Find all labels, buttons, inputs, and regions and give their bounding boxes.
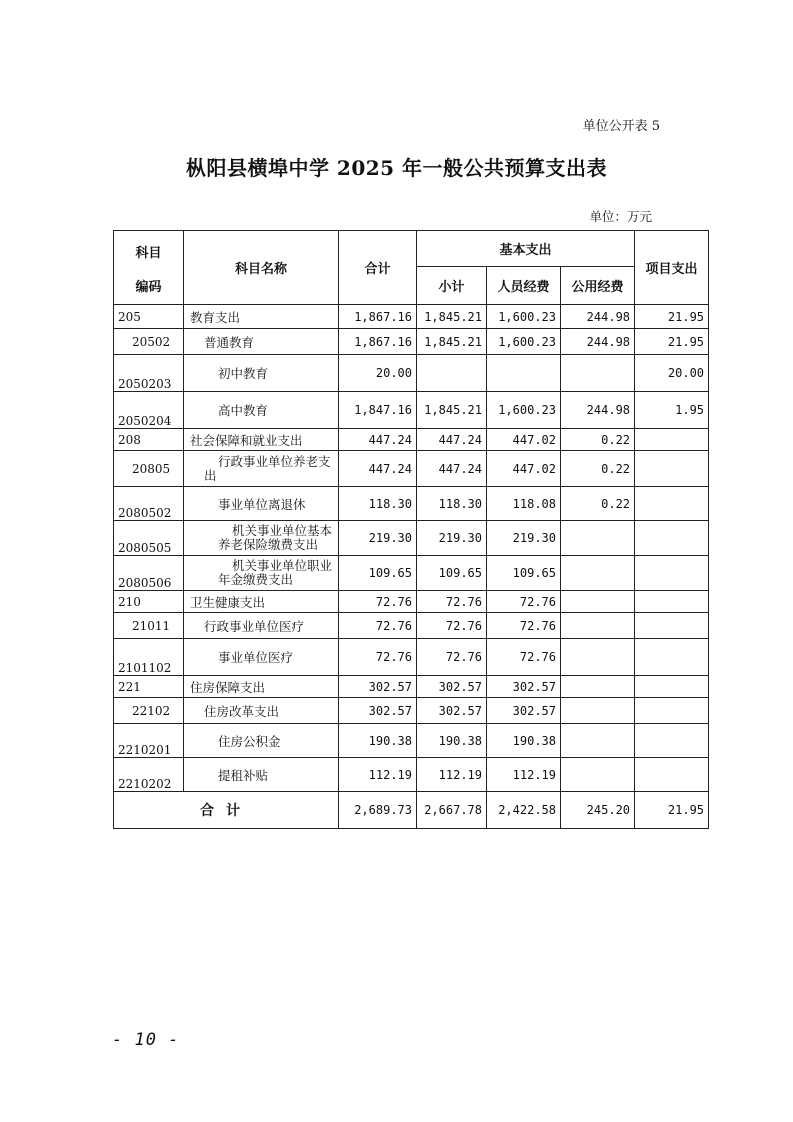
row-code: 2080505	[114, 521, 184, 556]
row-public: 0.22	[561, 451, 635, 487]
row-project	[635, 429, 709, 451]
row-subtotal: 1,845.21	[417, 305, 487, 329]
row-project: 21.95	[635, 329, 709, 355]
table-row	[114, 676, 709, 698]
budget-table	[113, 230, 709, 829]
table-row	[114, 305, 709, 329]
total-total: 2,689.73	[339, 792, 417, 829]
table-row	[114, 521, 709, 556]
row-subtotal: 447.24	[417, 429, 487, 451]
row-total: 1,867.16	[339, 305, 417, 329]
row-code: 2101102	[114, 639, 184, 676]
row-total: 72.76	[339, 639, 417, 676]
table-row	[114, 613, 709, 639]
row-name: 普通教育	[184, 329, 339, 355]
row-personnel: 118.08	[487, 487, 561, 521]
row-code: 20502	[114, 329, 184, 355]
row-name: 初中教育	[184, 355, 339, 392]
row-total: 1,867.16	[339, 329, 417, 355]
table-row	[114, 591, 709, 613]
row-name: 行政事业单位医疗	[184, 613, 339, 639]
row-subtotal: 109.65	[417, 556, 487, 591]
header-code-line1: 科目	[135, 246, 162, 261]
header-basic: 基本支出	[417, 231, 635, 267]
row-name: 事业单位离退休	[184, 487, 339, 521]
row-subtotal: 1,845.21	[417, 329, 487, 355]
row-public: 244.98	[561, 329, 635, 355]
header-subtotal: 小计	[417, 267, 487, 305]
row-code: 2080502	[114, 487, 184, 521]
row-subtotal: 302.57	[417, 698, 487, 724]
total-personnel: 2,422.58	[487, 792, 561, 829]
row-project: 20.00	[635, 355, 709, 392]
row-total: 72.76	[339, 591, 417, 613]
table-row	[114, 724, 709, 758]
row-project	[635, 613, 709, 639]
table-row	[114, 329, 709, 355]
page-number: - 10 -	[112, 1030, 180, 1050]
row-name: 高中教育	[184, 392, 339, 429]
row-project	[635, 556, 709, 591]
row-total: 20.00	[339, 355, 417, 392]
row-subtotal: 447.24	[417, 451, 487, 487]
table-row	[114, 355, 709, 392]
row-public: 0.22	[561, 487, 635, 521]
header-project: 项目支出	[635, 231, 709, 305]
row-subtotal: 72.76	[417, 591, 487, 613]
row-personnel: 1,600.23	[487, 392, 561, 429]
row-public	[561, 724, 635, 758]
total-public: 245.20	[561, 792, 635, 829]
row-total: 1,847.16	[339, 392, 417, 429]
row-public: 244.98	[561, 392, 635, 429]
row-name: 住房保障支出	[184, 676, 339, 698]
row-project	[635, 758, 709, 792]
row-project	[635, 591, 709, 613]
row-personnel: 447.02	[487, 451, 561, 487]
row-total: 109.65	[339, 556, 417, 591]
row-name: 机关事业单位职业年金缴费支出	[184, 556, 339, 591]
row-total: 302.57	[339, 676, 417, 698]
table-row	[114, 698, 709, 724]
row-personnel: 190.38	[487, 724, 561, 758]
row-project	[635, 487, 709, 521]
row-subtotal: 302.57	[417, 676, 487, 698]
total-row	[114, 792, 709, 829]
total-project: 21.95	[635, 792, 709, 829]
row-project	[635, 451, 709, 487]
row-personnel: 1,600.23	[487, 305, 561, 329]
row-code: 210	[114, 591, 184, 613]
row-personnel: 302.57	[487, 676, 561, 698]
page-title: 枞阳县横埠中学 2025 年一般公共预算支出表	[185, 156, 608, 180]
row-code: 2210201	[114, 724, 184, 758]
table-label: 单位公开表 5	[582, 119, 660, 134]
row-subtotal: 112.19	[417, 758, 487, 792]
row-personnel: 219.30	[487, 521, 561, 556]
row-public	[561, 676, 635, 698]
row-public	[561, 758, 635, 792]
row-code: 2210202	[114, 758, 184, 792]
header-public: 公用经费	[561, 267, 635, 305]
table-row	[114, 556, 709, 591]
row-subtotal: 118.30	[417, 487, 487, 521]
header-name: 科目名称	[184, 231, 339, 305]
row-name: 教育支出	[184, 305, 339, 329]
row-subtotal: 219.30	[417, 521, 487, 556]
header-personnel: 人员经费	[487, 267, 561, 305]
row-name: 行政事业单位养老支出	[184, 451, 339, 487]
row-name: 社会保障和就业支出	[184, 429, 339, 451]
row-subtotal: 72.76	[417, 613, 487, 639]
row-project: 21.95	[635, 305, 709, 329]
row-code: 205	[114, 305, 184, 329]
header-total: 合计	[339, 231, 417, 305]
row-project: 1.95	[635, 392, 709, 429]
row-total: 112.19	[339, 758, 417, 792]
header-code-line2: 编码	[135, 280, 162, 295]
row-project	[635, 521, 709, 556]
row-public: 0.22	[561, 429, 635, 451]
row-code: 221	[114, 676, 184, 698]
row-name: 机关事业单位基本养老保险缴费支出	[184, 521, 339, 556]
row-public	[561, 556, 635, 591]
row-personnel: 109.65	[487, 556, 561, 591]
total-subtotal: 2,667.78	[417, 792, 487, 829]
row-total: 302.57	[339, 698, 417, 724]
row-project	[635, 676, 709, 698]
row-code: 208	[114, 429, 184, 451]
table-row	[114, 639, 709, 676]
row-name: 事业单位医疗	[184, 639, 339, 676]
row-code: 21011	[114, 613, 184, 639]
row-total: 72.76	[339, 613, 417, 639]
unit-label: 单位：万元	[589, 209, 652, 224]
row-total: 118.30	[339, 487, 417, 521]
row-project	[635, 698, 709, 724]
row-public: 244.98	[561, 305, 635, 329]
total-label: 合计	[114, 792, 339, 829]
row-total: 447.24	[339, 451, 417, 487]
row-project	[635, 639, 709, 676]
row-public	[561, 355, 635, 392]
table-body	[114, 305, 709, 792]
table-row	[114, 758, 709, 792]
header-code	[114, 231, 184, 305]
row-personnel: 447.02	[487, 429, 561, 451]
row-total: 190.38	[339, 724, 417, 758]
row-subtotal: 72.76	[417, 639, 487, 676]
row-personnel: 302.57	[487, 698, 561, 724]
table-row	[114, 429, 709, 451]
row-personnel: 1,600.23	[487, 329, 561, 355]
row-total: 219.30	[339, 521, 417, 556]
row-code: 2050204	[114, 392, 184, 429]
row-personnel: 112.19	[487, 758, 561, 792]
row-code: 22102	[114, 698, 184, 724]
row-personnel: 72.76	[487, 591, 561, 613]
row-personnel: 72.76	[487, 639, 561, 676]
row-name: 提租补贴	[184, 758, 339, 792]
row-personnel	[487, 355, 561, 392]
row-personnel: 72.76	[487, 613, 561, 639]
row-public	[561, 613, 635, 639]
row-code: 20805	[114, 451, 184, 487]
row-subtotal: 1,845.21	[417, 392, 487, 429]
row-name: 住房改革支出	[184, 698, 339, 724]
row-name: 卫生健康支出	[184, 591, 339, 613]
row-public	[561, 591, 635, 613]
row-public	[561, 521, 635, 556]
row-public	[561, 639, 635, 676]
row-code: 2050203	[114, 355, 184, 392]
row-subtotal	[417, 355, 487, 392]
table-row	[114, 392, 709, 429]
row-code: 2080506	[114, 556, 184, 591]
row-name: 住房公积金	[184, 724, 339, 758]
row-total: 447.24	[339, 429, 417, 451]
table-row	[114, 487, 709, 521]
table-row	[114, 451, 709, 487]
row-public	[561, 698, 635, 724]
row-project	[635, 724, 709, 758]
row-subtotal: 190.38	[417, 724, 487, 758]
